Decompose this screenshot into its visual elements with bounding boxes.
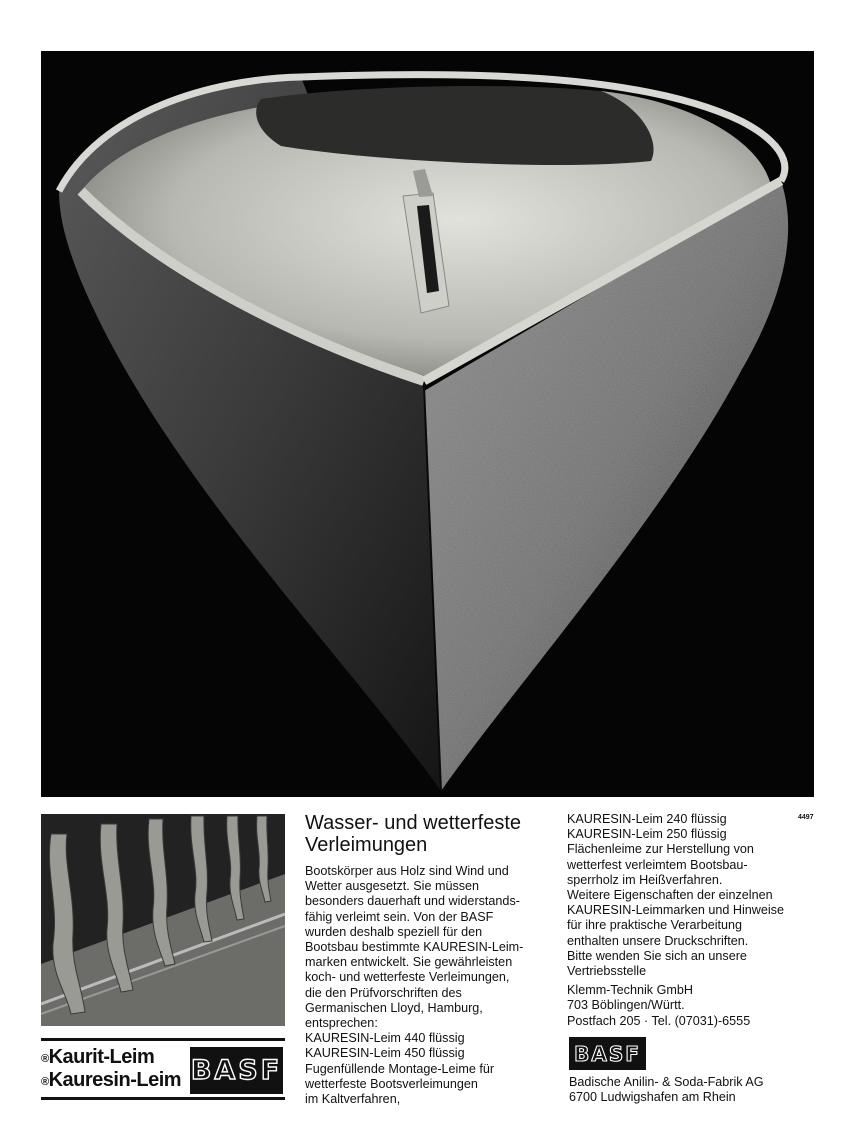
- brand-kauresin-label: Kauresin-Leim: [48, 1069, 182, 1091]
- brand-kaurit-label: Kaurit-Leim: [48, 1046, 155, 1068]
- hero-boat-photo: [41, 51, 814, 797]
- basf-logo-small: [569, 1037, 646, 1070]
- ad-code: 4497: [798, 814, 814, 821]
- brand-rule-bottom: [41, 1097, 285, 1100]
- article-body: [305, 864, 553, 1107]
- spindles-illustration: [41, 814, 285, 1026]
- right-column-text: KAURESIN-Leim 240 flüssig KAURESIN-Leim 250 flüssig Flächenleime zur Herstellung von wetterfest verleimtem Bootsbau- sperrholz im Heißverfahren. Weitere Eigenschaften der einzelnen KAURESIN-Leimmarken und Hinweise für ihre praktische Verarbeitung enthalten unsere Druckschriften. Bitte wenden Sie sich an unsere Vertriebsstelle: [567, 812, 784, 979]
- company-address: Badische Anilin- & Soda-Fabrik AG 6700 Ludwigshafen am Rhein: [569, 1075, 764, 1105]
- right-column: [567, 812, 817, 1029]
- contact-address: Klemm-Technik GmbH 703 Böblingen/Württ. Postfach 205 · Tel. (07031)-6555: [567, 983, 751, 1028]
- brand-kauresin-leim: [41, 1069, 181, 1091]
- brand-kaurit-leim: [41, 1046, 154, 1068]
- brand-block: [41, 1038, 285, 1102]
- brand-rule-top: [41, 1038, 285, 1041]
- basf-logo-large-text: BASF: [190, 1055, 283, 1086]
- boat-hull-illustration: [41, 51, 814, 797]
- article-column: [305, 812, 553, 1107]
- basf-logo-large: [190, 1047, 283, 1094]
- article-headline: Wasser- und wetterfeste Verleimungen: [305, 812, 522, 856]
- registered-mark: ®: [41, 1076, 49, 1088]
- registered-mark: ®: [41, 1053, 49, 1065]
- basf-logo-small-text: BASF: [574, 1041, 641, 1066]
- thumb-spindles-photo: [41, 814, 285, 1026]
- article-body-text: Bootskörper aus Holz sind Wind und Wetter ausgesetzt. Sie müssen besonders dauerhaft und widerstands- fähig verleimt sein. Von der BASF wurden deshalb speziell für den Bootsbau bestimmte KAURESIN-Leim- marken entwickelt. Sie gewährleisten koch- und wetterfeste Verleimungen, die den Prüfvorschriften des Germanischen Lloyd, Hamburg, entsprechen: KAURESIN-Leim 440 flüssig KAURESIN-Leim 450 flüssig Fugenfüllende Montage-Leime für wetterfeste Bootsverleimungen im Kaltverfahren,: [305, 864, 524, 1107]
